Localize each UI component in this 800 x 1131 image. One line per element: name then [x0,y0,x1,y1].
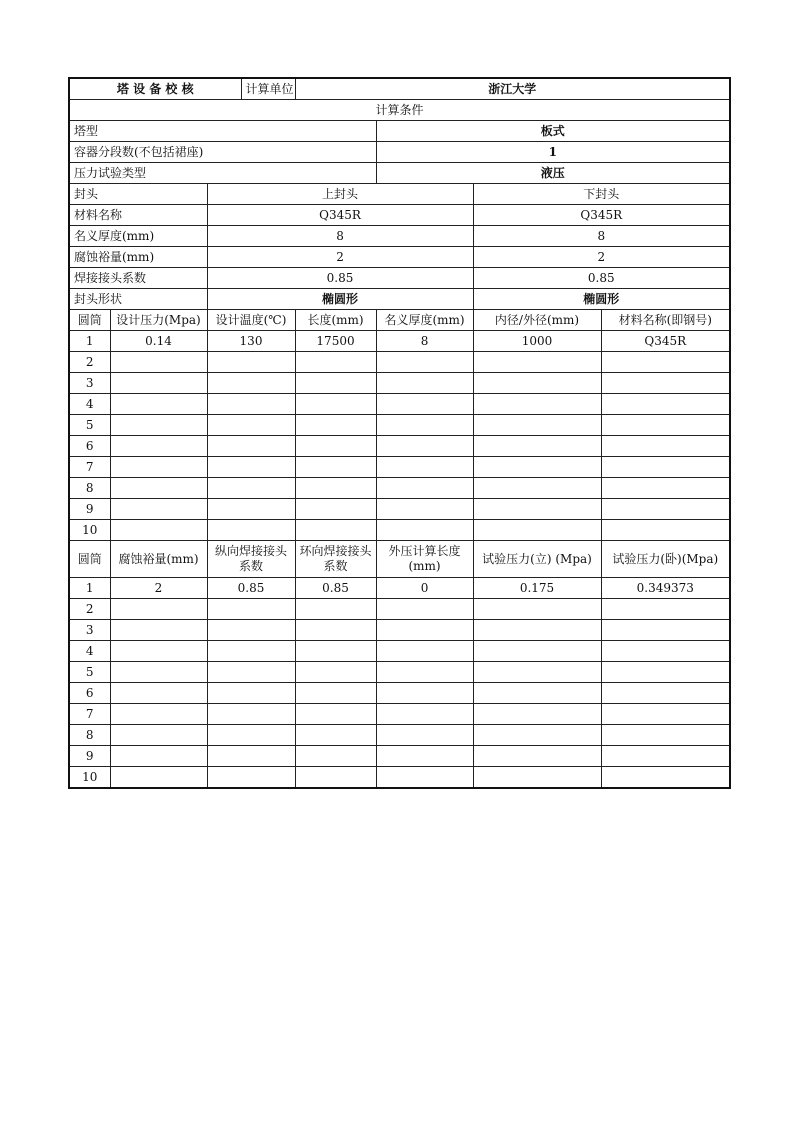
row-number: 10 [69,767,110,789]
cell-value [295,725,376,746]
cell-value [473,415,601,436]
cell-value [110,373,207,394]
general-label: 塔型 [69,121,376,142]
cell-value [473,394,601,415]
row-number: 7 [69,704,110,725]
row-number: 5 [69,415,110,436]
row-number: 2 [69,599,110,620]
cell-value [601,725,730,746]
cell-value: 130 [207,331,295,352]
cell-value [207,641,295,662]
lower-head-value: 2 [473,247,730,268]
cell-value [110,457,207,478]
conditions-title: 计算条件 [69,100,730,121]
cell-value [295,436,376,457]
cell-value [110,520,207,541]
tower-check-table [68,77,731,789]
cell-value [207,499,295,520]
sheet-title: 塔 设 备 校 核 [69,78,241,100]
cell-value: 1000 [473,331,601,352]
cell-value [601,373,730,394]
shell2-row [69,599,730,620]
cell-value [601,520,730,541]
shell2-row [69,620,730,641]
shell1-row [69,415,730,436]
upper-head-header: 上封头 [207,184,473,205]
lower-head-value: 0.85 [473,268,730,289]
row-number: 7 [69,457,110,478]
cell-value [110,767,207,789]
cell-value: 0.14 [110,331,207,352]
cell-value [110,352,207,373]
shell1-row [69,520,730,541]
cell-value [207,415,295,436]
row-number: 9 [69,499,110,520]
cell-value [207,599,295,620]
cell-value [295,599,376,620]
cell-value [473,704,601,725]
heads-row [69,226,730,247]
upper-head-value: 椭圆形 [207,289,473,310]
cell-value [601,662,730,683]
shell2-row [69,746,730,767]
cell-value [207,520,295,541]
column-header: 试验压力(卧)(Mpa) [601,541,730,578]
shell2-row [69,662,730,683]
cell-value [207,767,295,789]
cell-value [295,415,376,436]
row-number: 1 [69,331,110,352]
column-header: 圆筒 [69,541,110,578]
cell-value [207,746,295,767]
cell-value [376,457,473,478]
cell-value [601,599,730,620]
shell1-row [69,436,730,457]
cell-value [207,704,295,725]
cell-value [473,436,601,457]
cell-value [601,499,730,520]
cell-value [601,620,730,641]
column-header: 设计压力(Mpa) [110,310,207,331]
shell1-row [69,352,730,373]
upper-head-value: 2 [207,247,473,268]
row-number: 3 [69,620,110,641]
column-header: 长度(mm) [295,310,376,331]
shell1-row [69,457,730,478]
cell-value [376,478,473,499]
cell-value [110,478,207,499]
cell-value [376,620,473,641]
lower-head-value: Q345R [473,205,730,226]
cell-value: 8 [376,331,473,352]
column-header: 环向焊接接头系数 [295,541,376,578]
cell-value [110,662,207,683]
cell-value [110,746,207,767]
cell-value [601,352,730,373]
cell-value [473,662,601,683]
cell-value [473,457,601,478]
cell-value [473,352,601,373]
lower-head-value: 8 [473,226,730,247]
cell-value [376,436,473,457]
row-number: 6 [69,436,110,457]
heads-row [69,205,730,226]
heads-row-label: 腐蚀裕量(mm) [69,247,207,268]
cell-value [376,683,473,704]
cell-value [601,436,730,457]
row-number: 4 [69,641,110,662]
row-number: 1 [69,578,110,599]
cell-value [473,520,601,541]
header-row [69,78,730,100]
cell-value [295,683,376,704]
cell-value: 2 [110,578,207,599]
cell-value [601,767,730,789]
cell-value [295,373,376,394]
shell2-row [69,704,730,725]
cell-value [376,704,473,725]
cell-value [207,620,295,641]
general-label: 压力试验类型 [69,163,376,184]
cell-value [295,641,376,662]
shell1-header-row [69,310,730,331]
heads-row-label: 封头形状 [69,289,207,310]
cell-value [473,373,601,394]
cell-value [295,499,376,520]
cell-value [207,478,295,499]
shell1-row [69,373,730,394]
cell-value [295,352,376,373]
general-row [69,121,730,142]
cell-value: Q345R [601,331,730,352]
cell-value [376,662,473,683]
conditions-title-row [69,100,730,121]
row-number: 4 [69,394,110,415]
cell-value: 0 [376,578,473,599]
column-header: 外压计算长度(mm) [376,541,473,578]
row-number: 8 [69,478,110,499]
cell-value [376,352,473,373]
cell-value [207,662,295,683]
cell-value [601,457,730,478]
shell1-row [69,478,730,499]
column-header: 试验压力(立) (Mpa) [473,541,601,578]
cell-value [376,767,473,789]
cell-value [376,746,473,767]
heads-header-row [69,184,730,205]
heads-row [69,268,730,289]
shell2-row [69,767,730,789]
cell-value [473,746,601,767]
cell-value [207,725,295,746]
column-header: 纵向焊接接头系数 [207,541,295,578]
cell-value [207,457,295,478]
cell-value [295,520,376,541]
cell-value [376,725,473,746]
general-label: 容器分段数(不包括裙座) [69,142,376,163]
shell2-row [69,578,730,599]
lower-head-header: 下封头 [473,184,730,205]
heads-row-label: 材料名称 [69,205,207,226]
cell-value [601,394,730,415]
row-number: 2 [69,352,110,373]
cell-value [110,620,207,641]
cell-value [376,599,473,620]
cell-value [376,373,473,394]
cell-value [207,373,295,394]
shell2-row [69,683,730,704]
cell-value [295,457,376,478]
cell-value [473,641,601,662]
cell-value [110,704,207,725]
shell2-row [69,641,730,662]
cell-value [601,415,730,436]
cell-value [376,415,473,436]
row-number: 6 [69,683,110,704]
cell-value [473,725,601,746]
cell-value [207,352,295,373]
cell-value [376,520,473,541]
cell-value [473,478,601,499]
shell1-row [69,331,730,352]
cell-value [473,499,601,520]
cell-value [376,499,473,520]
unit-value: 浙江大学 [295,78,730,100]
shell1-row [69,499,730,520]
column-header: 材料名称(即钢号) [601,310,730,331]
general-row [69,163,730,184]
cell-value: 17500 [295,331,376,352]
heads-row [69,289,730,310]
cell-value [473,599,601,620]
table-body [69,78,730,788]
lower-head-value: 椭圆形 [473,289,730,310]
cell-value [473,620,601,641]
cell-value [110,599,207,620]
general-value: 液压 [376,163,730,184]
cell-value [473,683,601,704]
shell2-row [69,725,730,746]
row-number: 5 [69,662,110,683]
shell2-header-row [69,541,730,578]
heads-row [69,247,730,268]
column-header: 内径/外径(mm) [473,310,601,331]
cell-value [295,767,376,789]
general-value: 板式 [376,121,730,142]
cell-value [295,394,376,415]
cell-value: 0.85 [207,578,295,599]
cell-value [207,436,295,457]
column-header: 设计温度(℃) [207,310,295,331]
cell-value [110,725,207,746]
shell1-row [69,394,730,415]
general-row [69,142,730,163]
cell-value [110,394,207,415]
heads-row-label: 焊接接头系数 [69,268,207,289]
cell-value [110,683,207,704]
cell-value [601,478,730,499]
cell-value [110,436,207,457]
tower-check-sheet [68,77,729,789]
cell-value: 0.349373 [601,578,730,599]
cell-value [601,704,730,725]
row-number: 9 [69,746,110,767]
unit-label: 计算单位 [241,78,295,100]
cell-value [207,683,295,704]
cell-value: 0.175 [473,578,601,599]
cell-value [110,641,207,662]
cell-value [601,683,730,704]
row-number: 8 [69,725,110,746]
cell-value [207,394,295,415]
column-header: 腐蚀裕量(mm) [110,541,207,578]
cell-value [295,746,376,767]
row-number: 10 [69,520,110,541]
cell-value [376,394,473,415]
general-value: 1 [376,142,730,163]
column-header: 名义厚度(mm) [376,310,473,331]
cell-value [601,641,730,662]
upper-head-value: 8 [207,226,473,247]
cell-value: 0.85 [295,578,376,599]
upper-head-value: Q345R [207,205,473,226]
cell-value [473,767,601,789]
column-header: 圆筒 [69,310,110,331]
row-number: 3 [69,373,110,394]
cell-value [601,746,730,767]
upper-head-value: 0.85 [207,268,473,289]
heads-row-label: 名义厚度(mm) [69,226,207,247]
cell-value [110,415,207,436]
cell-value [110,499,207,520]
cell-value [295,478,376,499]
heads-label: 封头 [69,184,207,205]
cell-value [295,620,376,641]
cell-value [376,641,473,662]
cell-value [295,662,376,683]
cell-value [295,704,376,725]
